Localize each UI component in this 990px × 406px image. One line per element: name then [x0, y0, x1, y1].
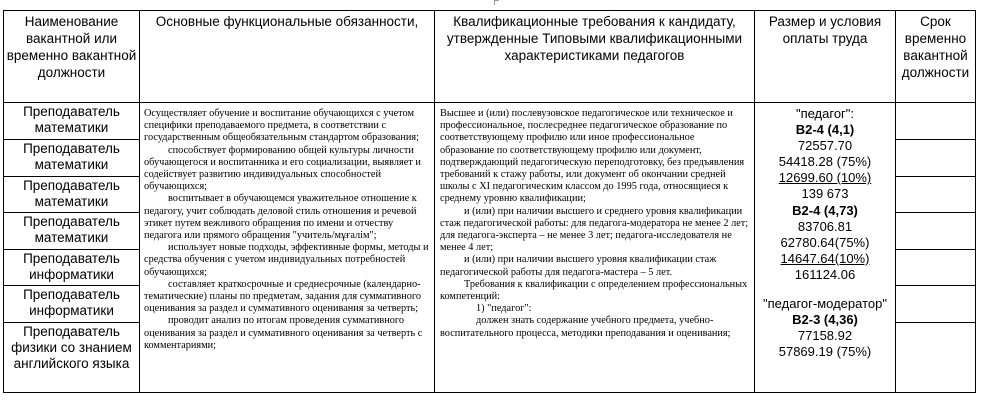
salary-value: 14647.64(10%): [780, 250, 870, 266]
duty-item: использует новые подходы, эффективные формы, методы и средства обучения с учетом индивидуальных потребностей обучающихся;: [144, 242, 429, 278]
requirement-item: 1) "педагог":: [476, 303, 532, 315]
header-term: Срок временно вакантной должности: [896, 11, 976, 103]
requirements-cell: [435, 103, 755, 393]
term-cell: [896, 213, 976, 250]
term-cell: [896, 140, 976, 177]
salary-grade: В2-4 (4,1): [795, 122, 855, 138]
position-cell: Преподаватель математики: [4, 213, 140, 250]
term-cell: [896, 323, 976, 393]
salary-cell: [755, 103, 896, 393]
position-cell: Преподаватель информатики: [4, 250, 140, 286]
position-cell: Преподаватель математики: [4, 177, 140, 213]
position-cell: Преподаватель физики со знанием английского языка: [4, 323, 140, 393]
table-move-handle[interactable]: [494, 0, 499, 5]
vacancy-table: [3, 10, 976, 393]
salary-group-title: "педагог":: [795, 106, 855, 121]
salary-value: 62780.64(75%): [780, 234, 870, 250]
header-salary: Размер и условия оплаты труда: [755, 11, 896, 103]
requirement-item: должен знать содержание учебного предмета, учебно-воспитательного процесса, методики преподавания и оценивания;: [440, 315, 731, 339]
term-cell: [896, 103, 976, 140]
requirement-item: Высшее и (или) послевузовское педагогическое или техническое и профессиональное, послесреднее педагогическое образование по соответствующему профилю или иное профессиональное образование по соответствующему профилю или документ, подтверждающий педагогическую переподготовку, без предъявления требований к стажу работы, или документ об окончании средней школы с ХI педагогическим классом до 1995 года, относящиеся к среднему уровню квалификации;: [440, 108, 745, 205]
salary-value: 161124.06: [794, 266, 856, 282]
salary-grade: В2-4 (4,73): [792, 202, 858, 218]
header-row: [4, 11, 976, 103]
duty-item: воспитывает в обучающемся уважительное отношение к педагогу, учит соблюдать деловой стиль отношения и речевой этикет путем вежливого обращения по имени и отчеству педагога или прямого обращения "учитель/мұғалім";: [144, 193, 417, 242]
position-cell: Преподаватель информатики: [4, 286, 140, 323]
header-requirements: Квалификационные требования к кандидату, утвержденные Типовыми квалификационными характеристиками педагогов: [435, 11, 755, 103]
salary-value: 57869.19 (75%): [778, 344, 872, 360]
requirement-item: Требования к квалификации с определением профессиональных компетенций:: [440, 278, 748, 303]
salary-value: 139 673: [801, 186, 849, 202]
salary-group-title: "педагог-модератор": [763, 296, 887, 312]
salary-value: 77158.92: [797, 328, 853, 344]
salary-value: 12699.60 (10%): [778, 170, 872, 186]
position-cell: Преподаватель математики: [4, 103, 140, 140]
table-row: [4, 103, 976, 140]
duty-item: Осуществляет обучение и воспитание обучающихся с учетом специфики преподаваемого предмета, в соответствии с государственным общеобязательным стандартом образования;: [144, 108, 419, 144]
header-position: Наименование вакантной или временно вакантной должности: [4, 11, 140, 103]
salary-value: 83706.81: [797, 218, 853, 234]
position-cell: Преподаватель математики: [4, 140, 140, 177]
duty-item: составляет краткосрочные и среднесрочные (календарно-тематические) планы по предметам, задания для суммативного оценивания за раздел и суммативного оценивания за четверть;: [144, 278, 422, 315]
term-cell: [896, 286, 976, 323]
requirement-item: и (или) при наличии высшего уровня квалификации стаж педагогической работы для педагога-мастера – 5 лет.: [440, 254, 717, 278]
duties-cell: [140, 103, 435, 393]
salary-value: 54418.28 (75%): [778, 154, 872, 170]
header-duties: Основные функциональные обязанности,: [140, 11, 435, 103]
salary-value: 72557.70: [797, 138, 853, 154]
term-cell: [896, 177, 976, 213]
duty-item: проводит анализ по итогам проведения суммативного оценивания за раздел и суммативного оценивания за четверть с комментариями;: [144, 315, 423, 351]
term-cell: [896, 250, 976, 286]
duty-item: способствует формированию общей культуры личности обучающегося и воспитанника и его социализации, выявляет и содействует развитию индивидуальных способностей обучающихся;: [144, 144, 421, 193]
salary-grade: В2-3 (4,36): [792, 312, 858, 328]
requirement-item: и (или) при наличии высшего и среднего уровня квалификации стаж педагогической работы: для педагога-модератора не менее 2 лет; для педагога-эксперта – не менее 3 лет; педагога-исследователя не менее 4 лет;: [440, 205, 749, 254]
